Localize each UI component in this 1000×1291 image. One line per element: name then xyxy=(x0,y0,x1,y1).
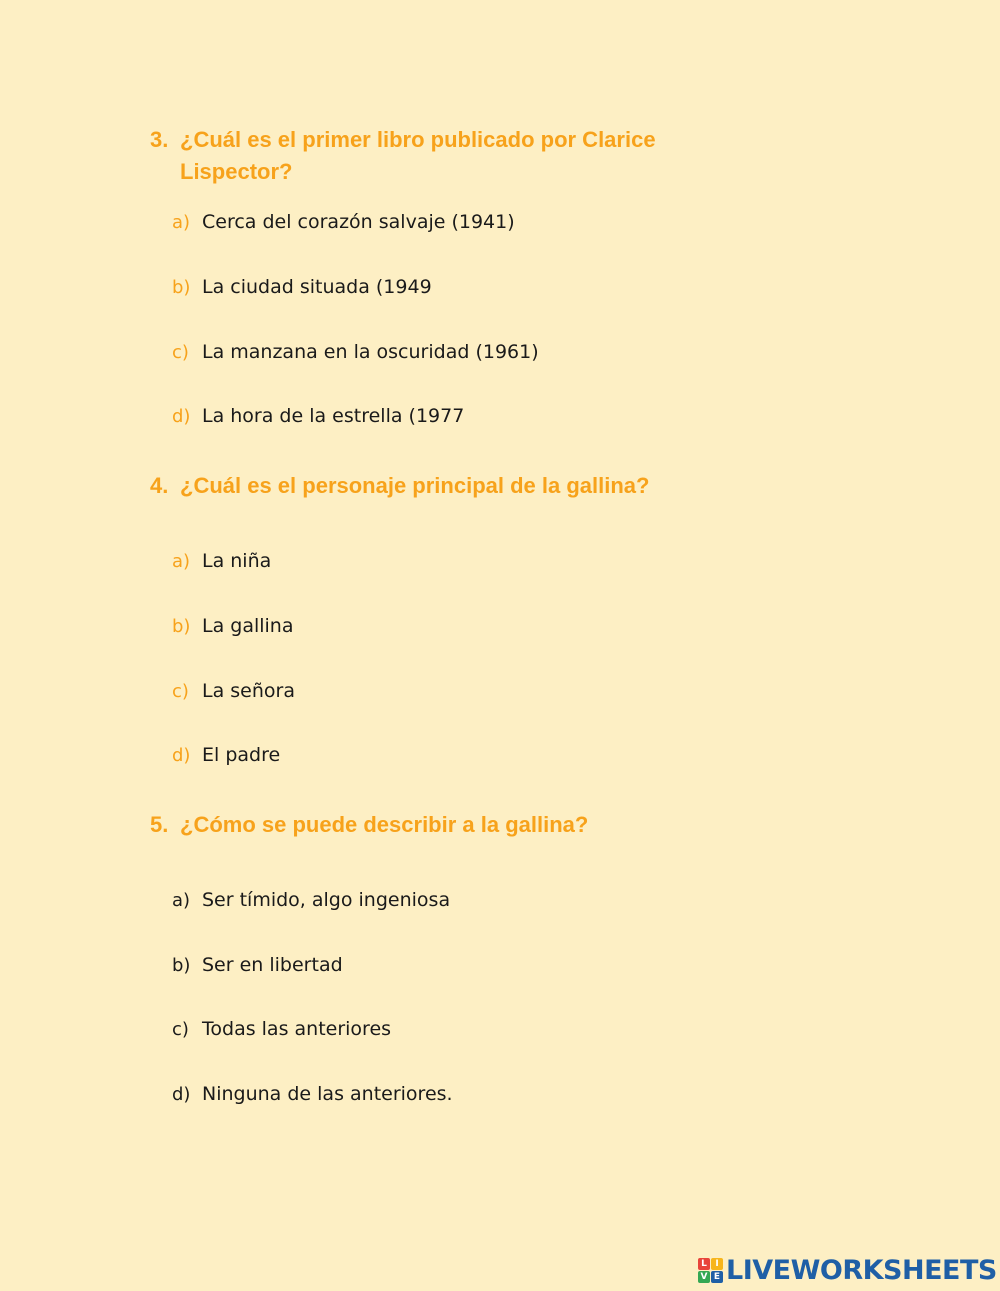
question-number: 4. xyxy=(150,473,169,498)
logo-mark-letter: I xyxy=(711,1258,723,1270)
option-letter: c) xyxy=(172,680,189,702)
option-letter: d) xyxy=(172,1083,191,1105)
question-text: ¿Cómo se puede describir a la gallina? xyxy=(180,812,589,837)
option-4a[interactable] xyxy=(172,547,271,575)
option-text: La ciudad situada (1949 xyxy=(202,276,432,298)
option-text: La niña xyxy=(202,550,272,572)
option-text: Ser tímido, algo ingeniosa xyxy=(202,889,451,911)
option-5c[interactable] xyxy=(172,1015,391,1043)
option-letter: b) xyxy=(172,276,191,298)
option-text: Ninguna de las anteriores. xyxy=(202,1083,453,1105)
option-3c[interactable] xyxy=(172,338,539,366)
question-text-continued: Lispector? xyxy=(180,159,293,184)
option-3a[interactable] xyxy=(172,208,515,236)
option-text: El padre xyxy=(202,744,281,766)
logo-mark-letter: E xyxy=(711,1271,723,1283)
option-4d[interactable] xyxy=(172,741,280,769)
logo-mark-letter: V xyxy=(698,1271,710,1283)
question-number: 3. xyxy=(150,127,169,152)
option-letter: b) xyxy=(172,954,191,976)
logo-mark-icon xyxy=(698,1258,723,1283)
option-text: La manzana en la oscuridad (1961) xyxy=(202,341,539,363)
option-text: Ser en libertad xyxy=(202,954,343,976)
logo-mark-letter: L xyxy=(698,1258,710,1270)
option-3d[interactable] xyxy=(172,402,464,430)
option-letter: a) xyxy=(172,211,191,233)
question-text: ¿Cuál es el personaje principal de la gallina? xyxy=(180,473,650,498)
logo-text: LIVEWORKSHEETS xyxy=(726,1254,997,1286)
option-text: Cerca del corazón salvaje (1941) xyxy=(202,211,515,233)
question-3 xyxy=(150,124,790,188)
option-5a[interactable] xyxy=(172,886,450,914)
question-number: 5. xyxy=(150,812,169,837)
option-letter: c) xyxy=(172,341,189,363)
option-text: La señora xyxy=(202,680,295,702)
option-text: La gallina xyxy=(202,615,294,637)
option-5b[interactable] xyxy=(172,951,343,979)
option-3b[interactable] xyxy=(172,273,432,301)
question-text: ¿Cuál es el primer libro publicado por Clarice xyxy=(180,127,656,152)
option-letter: a) xyxy=(172,550,191,572)
option-letter: d) xyxy=(172,405,191,427)
option-letter: c) xyxy=(172,1018,189,1040)
liveworksheets-logo[interactable] xyxy=(698,1255,997,1285)
option-text: Todas las anteriores xyxy=(202,1018,392,1040)
option-5d[interactable] xyxy=(172,1080,453,1108)
option-text: La hora de la estrella (1977 xyxy=(202,405,465,427)
question-4 xyxy=(150,470,790,502)
question-5 xyxy=(150,809,790,841)
option-letter: a) xyxy=(172,889,191,911)
option-letter: b) xyxy=(172,615,191,637)
option-letter: d) xyxy=(172,744,191,766)
option-4c[interactable] xyxy=(172,677,295,705)
option-4b[interactable] xyxy=(172,612,294,640)
